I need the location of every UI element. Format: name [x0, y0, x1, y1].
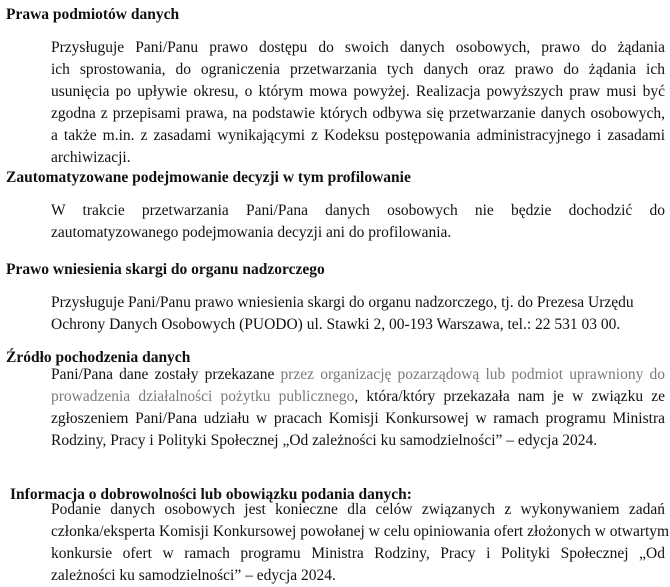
- text-line: zautomatyzowanego podejmowania decyzji ani do profilowania.: [51, 224, 452, 241]
- text-line: zgodna z przepisami prawa, na podstawie których odbywa się przetwarzanie danych osobowych,: [51, 105, 665, 122]
- text-line: Ochrony Danych Osobowych (PUODO) ul. Stawki 2, 00-193 Warszawa, tel.: 22 531 03 00.: [51, 316, 621, 333]
- text-line: Rodziny, Pracy i Polityki Społecznej „Od zależności ku samodzielności” – edycja 2024.: [51, 432, 598, 449]
- text-line: konkursie ofert w ramach programu Ministra Rodziny, Pracy i Polityki Społecznej „Od: [51, 545, 665, 562]
- text-line: zgłoszeniem Pani/Pana udziału w pracach Komisji Konkursowej w ramach programu Ministra: [51, 410, 665, 427]
- text-line: ich sprostowania, do ograniczenia przetwarzania tych danych oraz prawo do żądania ich: [51, 61, 665, 78]
- text-line: a także m.in. z zasadami wynikającymi z Kodeksu postępowania administracyjnego i zasadami: [51, 127, 665, 144]
- text-line: zależności ku samodzielności” – edycja 2024.: [51, 567, 336, 584]
- text-line: [51, 364, 665, 386]
- highlighted-text-segment: prowadzenia działalności pożytku publicznego: [51, 388, 355, 405]
- text-line: archiwizacji.: [51, 149, 131, 166]
- section-heading-voluntary-or-obligatory: Informacja o dobrowolności lub obowiązku podania danych:: [10, 486, 412, 503]
- section-body-voluntary-or-obligatory: [51, 499, 670, 587]
- text-line: [51, 386, 665, 408]
- section-heading-right-to-complain: Prawo wniesienia skargi do organu nadzorczego: [6, 261, 325, 278]
- text-line: W trakcie przetwarzania Pani/Pana danych osobowych nie będzie dochodzić do: [51, 202, 665, 219]
- highlighted-text-segment: przez organizację pozarządową lub podmiot uprawniony do: [280, 366, 665, 383]
- section-heading-data-subject-rights: Prawa podmiotów danych: [6, 6, 180, 23]
- text-segment: , która/który przekazała nam je w związku ze: [354, 388, 665, 405]
- section-body-data-source: [51, 364, 665, 452]
- text-line: Podanie danych osobowych jest konieczne dla celów związanych z wykonywaniem zadań: [51, 501, 665, 518]
- text-line: członka/eksperta Komisji Konkursowej powołanej w celu opiniowania ofert złożonych w otwartym: [51, 523, 670, 540]
- section-body-automated-decisions: [51, 200, 665, 244]
- text-segment: Pani/Pana dane zostały przekazane: [51, 366, 281, 383]
- text-line: Przysługuje Pani/Panu prawo wniesienia skargi do organu nadzorczego, tj. do Prezesa Urzędu: [51, 294, 634, 311]
- text-line: usunięcia po upływie okresu, o którym mowa powyżej. Realizacja powyższych praw musi być: [51, 83, 665, 100]
- section-body-right-to-complain: [51, 292, 665, 336]
- text-line: Przysługuje Pani/Panu prawo dostępu do swoich danych osobowych, prawo do żądania: [51, 39, 665, 56]
- section-body-data-subject-rights: [51, 37, 665, 169]
- section-heading-data-source: Źródło pochodzenia danych: [6, 349, 191, 366]
- section-heading-automated-decisions: Zautomatyzowane podejmowanie decyzji w tym profilowanie: [6, 169, 411, 186]
